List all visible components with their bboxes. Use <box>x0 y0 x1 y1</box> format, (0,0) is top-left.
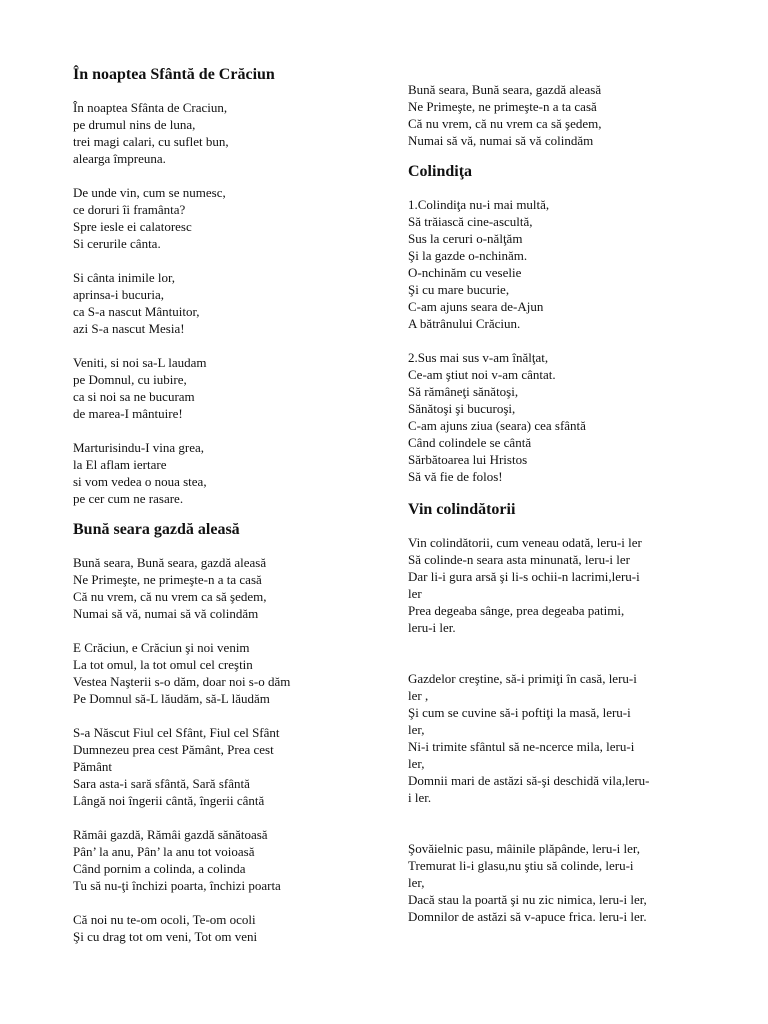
lyric-line: Dacă stau la poartă şi nu zic nimica, leru-i ler, <box>408 892 647 907</box>
lyric-line: ler, <box>408 722 425 737</box>
left-column <box>73 64 373 945</box>
lyric-line: Marturisindu-I vina grea, <box>73 440 205 455</box>
lyric-line: Sărbătoarea lui Hristos <box>408 452 528 467</box>
lyric-line: Şi cu mare bucurie, <box>408 282 510 297</box>
lyric-line: În noaptea Sfânta de Craciun, <box>73 100 228 115</box>
lyric-line: C-am ajuns ziua (seara) cea sfântă <box>408 418 586 433</box>
lyric-line: C-am ajuns seara de-Ajun <box>408 299 544 314</box>
lyric-line: Că noi nu te-om ocoli, Te-om ocoli <box>73 912 256 927</box>
stanza <box>73 554 373 622</box>
lyric-line: i ler. <box>408 790 432 805</box>
lyric-line: Şovăielnic pasu, mâinile plăpânde, leru-i ler, <box>408 841 640 856</box>
right-column <box>408 81 708 925</box>
lyric-line: la El aflam iertare <box>73 457 167 472</box>
stanza <box>73 724 373 809</box>
lyric-line: Şi la gazde o-nchinăm. <box>408 248 528 263</box>
lyric-line: si vom vedea o noua stea, <box>73 474 207 489</box>
lyric-line: Dar li-i gura arsă şi li-s ochii-n lacrimi,leru-i <box>408 569 640 584</box>
lyric-line: leru-i ler. <box>408 620 456 635</box>
lyric-line: Si cânta inimile lor, <box>73 270 176 285</box>
lyric-line: Când colindele se cântă <box>408 435 532 450</box>
stanza <box>408 196 708 332</box>
lyric-line: Domnii mari de astăzi să-şi deschidă vila,leru- <box>408 773 650 788</box>
lyric-line: Să colinde-n seara asta minunată, leru-i ler <box>408 552 630 567</box>
stanza-gap <box>73 422 373 439</box>
lyric-line: aprinsa-i bucuria, <box>73 287 164 302</box>
lyric-line: Să trăiască cine-ascultă, <box>408 214 533 229</box>
lyric-line: Sus la ceruri o-nălţăm <box>408 231 523 246</box>
lyric-line: ler , <box>408 688 429 703</box>
spacer <box>408 485 708 499</box>
lyric-line: S-a Născut Fiul cel Sfânt, Fiul cel Sfânt <box>73 725 280 740</box>
lyric-line: Pământ <box>73 759 112 774</box>
lyric-line: Lângă noi îngerii cântă, îngerii cântă <box>73 793 265 808</box>
lyric-line: Să vă fie de folos! <box>408 469 503 484</box>
lyric-line: Numai să vă, numai să vă colindăm <box>408 133 594 148</box>
lyric-line: Dumnezeu prea cest Pământ, Prea cest <box>73 742 274 757</box>
spacer <box>73 507 373 519</box>
lyric-line: ca si noi sa ne bucuram <box>73 389 195 404</box>
song-colindita <box>408 196 708 485</box>
lyric-line: Ne Primeşte, ne primeşte-n a ta casă <box>73 572 262 587</box>
stanza <box>73 184 373 252</box>
lyric-line: 1.Colindiţa nu-i mai multă, <box>408 197 550 212</box>
lyric-line: Bună seara, Bună seara, gazdă aleasă <box>408 82 602 97</box>
lyric-line: Si cerurile cânta. <box>73 236 161 251</box>
lyric-line: Pân’ la anu, Pân’ la anu tot voioasă <box>73 844 255 859</box>
spacer <box>408 149 708 161</box>
lyric-line: trei magi calari, cu suflet bun, <box>73 134 229 149</box>
stanza <box>73 99 373 167</box>
song-title-vin-colindatorii: Vin colindătorii <box>408 501 516 518</box>
stanza-gap <box>73 167 373 184</box>
lyric-line: Vestea Naşterii s-o dăm, doar noi s-o dăm <box>73 674 291 689</box>
song-title-buna-seara: Bună seara gazdă aleasă <box>73 521 240 538</box>
lyric-line: Veniti, si noi sa-L laudam <box>73 355 207 370</box>
lyric-line: Numai să vă, numai să vă colindăm <box>73 606 259 621</box>
lyric-line: Spre iesle ei calatoresc <box>73 219 192 234</box>
stanza <box>73 639 373 707</box>
stanza-gap <box>408 806 708 840</box>
lyric-line: 2.Sus mai sus v-am înălţat, <box>408 350 549 365</box>
song-buna-seara-continued <box>408 81 708 149</box>
song-title-in-noaptea: În noaptea Sfântă de Crăciun <box>73 66 275 83</box>
spacer <box>408 183 708 196</box>
lyric-line: Vin colindătorii, cum veneau odată, leru-i ler <box>408 535 642 550</box>
stanza <box>73 354 373 422</box>
lyric-line: A bătrânului Crăciun. <box>408 316 521 331</box>
lyric-line: Gazdelor creştine, să-i primiţi în casă, leru-i <box>408 671 637 686</box>
stanza-gap <box>73 809 373 826</box>
stanza-gap <box>408 332 708 349</box>
stanza-gap <box>73 337 373 354</box>
lyric-line: Bună seara, Bună seara, gazdă aleasă <box>73 555 267 570</box>
lyric-line: alearga împreuna. <box>73 151 166 166</box>
lyric-line: Rămâi gazdă, Rămâi gazdă sănătoasă <box>73 827 268 842</box>
lyric-line: pe drumul nins de luna, <box>73 117 196 132</box>
lyric-line: ca S-a nascut Mântuitor, <box>73 304 200 319</box>
stanza-gap <box>73 622 373 639</box>
lyric-line: Pe Domnul să-L lăudăm, să-L lăudăm <box>73 691 270 706</box>
stanza <box>408 840 708 925</box>
stanza <box>408 670 708 806</box>
stanza-gap <box>73 707 373 724</box>
lyric-line: Că nu vrem, că nu vrem ca să şedem, <box>73 589 267 604</box>
song-title-colindita: Colindiţa <box>408 163 473 180</box>
lyric-line: O-nchinăm cu veselie <box>408 265 522 280</box>
stanza <box>73 269 373 337</box>
song-vin-colindatorii <box>408 534 708 925</box>
lyric-line: Să rămâneţi sănătoşi, <box>408 384 519 399</box>
stanza <box>73 439 373 507</box>
lyric-line: pe Domnul, cu iubire, <box>73 372 187 387</box>
lyric-line: Sănătoşi şi bucuroşi, <box>408 401 516 416</box>
lyric-line: Tu să nu-ţi închizi poarta, închizi poarta <box>73 878 281 893</box>
stanza <box>408 349 708 485</box>
stanza <box>73 911 373 945</box>
song-buna-seara <box>73 554 373 945</box>
spacer <box>73 541 373 554</box>
lyric-line: Că nu vrem, că nu vrem ca să şedem, <box>408 116 602 131</box>
stanza <box>73 826 373 894</box>
lyric-line: ler <box>408 586 422 601</box>
lyric-line: ler, <box>408 875 425 890</box>
lyric-line: pe cer cum ne rasare. <box>73 491 184 506</box>
lyric-line: ler, <box>408 756 425 771</box>
spacer <box>408 521 708 534</box>
lyric-line: Tremurat li-i glasu,nu ştiu să colinde, leru-i <box>408 858 634 873</box>
stanza-gap <box>73 252 373 269</box>
lyric-line: Prea degeaba sânge, prea degeaba patimi, <box>408 603 625 618</box>
stanza-gap <box>73 894 373 911</box>
stanza-gap <box>408 636 708 670</box>
stanza <box>408 534 708 636</box>
spacer <box>73 86 373 99</box>
lyric-line: Când pornim a colinda, a colinda <box>73 861 246 876</box>
lyric-line: Ce-am ştiut noi v-am cântat. <box>408 367 556 382</box>
lyric-line: Sara asta-i sară sfântă, Sară sfântă <box>73 776 250 791</box>
lyric-line: azi S-a nascut Mesia! <box>73 321 185 336</box>
lyric-line: Şi cum se cuvine să-i poftiţi la masă, leru-i <box>408 705 631 720</box>
lyric-line: Ni-i trimite sfântul să ne-ncerce mila, leru-i <box>408 739 635 754</box>
lyric-line: E Crăciun, e Crăciun şi noi venim <box>73 640 250 655</box>
lyric-line: Şi cu drag tot om veni, Tot om veni <box>73 929 258 944</box>
song-in-noaptea <box>73 99 373 507</box>
lyric-line: Ne Primeşte, ne primeşte-n a ta casă <box>408 99 597 114</box>
lyric-line: De unde vin, cum se numesc, <box>73 185 226 200</box>
lyric-line: ce doruri îi framânta? <box>73 202 186 217</box>
lyric-line: Domnilor de astăzi să v-apuce frica. leru-i ler. <box>408 909 647 924</box>
lyric-line: La tot omul, la tot omul cel creştin <box>73 657 253 672</box>
lyric-line: de marea-I mântuire! <box>73 406 183 421</box>
